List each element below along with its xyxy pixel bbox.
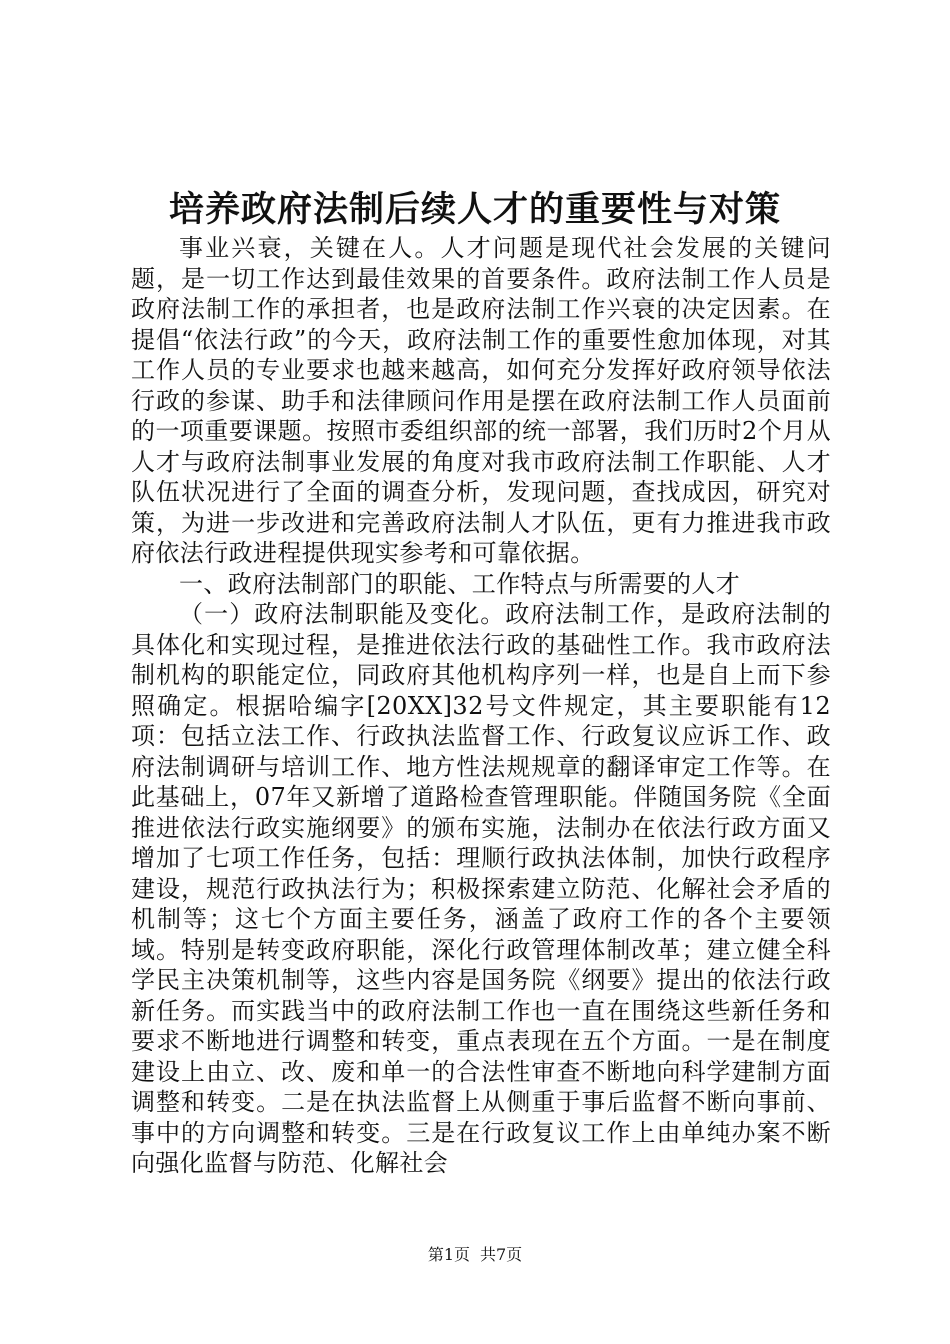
page-total: 共7页	[480, 1245, 523, 1264]
body-paragraph: （一）政府法制职能及变化。政府法制工作，是政府法制的具体化和实现过程，是推进依法行政的基础性工作。我市政府法制机构的职能定位，同政府其他机构序列一样，也是自上而下参照确定。根据哈编字[20XX]32号文件规定，其主要职能有12项：包括立法工作、行政执法监督工作、行政复议应诉工作、政府法制调研与培训工作、地方性法规规章的翻译审定工作等。在此基础上，07年又新增了道路检查管理职能。伴随国务院《全面推进依法行政实施纲要》的颁布实施，法制办在依法行政方面又增加了七项工作任务，包括：理顺行政执法体制，加快行政程序建设，规范行政执法行为；积极探索建立防范、化解社会矛盾的机制等；这七个方面主要任务，涵盖了政府工作的各个主要领域。特别是转变政府职能，深化行政管理体制改革；建立健全科学民主决策机制等，这些内容是国务院《纲要》提出的依法行政新任务。而实践当中的政府法制工作也一直在围绕这些新任务和要求不断地进行调整和转变，重点表现在五个方面。一是在制度建设上由立、改、废和单一的合法性审查不断地向科学建制方面调整和转变。二是在执法监督上从侧重于事后监督不断向事前、事中的方向调整和转变。三是在行政复议工作上由单纯办案不断向强化监督与防范、化解社会	[131, 600, 831, 1177]
document-body	[131, 233, 831, 1179]
page-footer	[0, 1244, 950, 1266]
document-title: 培养政府法制后续人才的重要性与对策	[168, 189, 781, 230]
page-number: 第1页	[427, 1245, 470, 1264]
body-paragraph: 事业兴衰，关键在人。人才问题是现代社会发展的关键问题，是一切工作达到最佳效果的首要条件。政府法制工作人员是政府法制工作的承担者，也是政府法制工作兴衰的决定因素。在提倡“依法行政”的今天，政府法制工作的重要性愈加体现，对其工作人员的专业要求也越来越高，如何充分发挥好政府领导依法行政的参谋、助手和法律顾问作用是摆在政府法制工作人员面前的一项重要课题。按照市委组织部的统一部署，我们历时2个月从人才与政府法制事业发展的角度对我市政府法制工作职能、人才队伍状况进行了全面的调查分析，发现问题，查找成因，研究对策，为进一步改进和完善政府法制人才队伍，更有力推进我市政府依法行政进程提供现实参考和可靠依据。	[131, 234, 831, 567]
section-heading: 一、政府法制部门的职能、工作特点与所需要的人才	[179, 569, 741, 598]
